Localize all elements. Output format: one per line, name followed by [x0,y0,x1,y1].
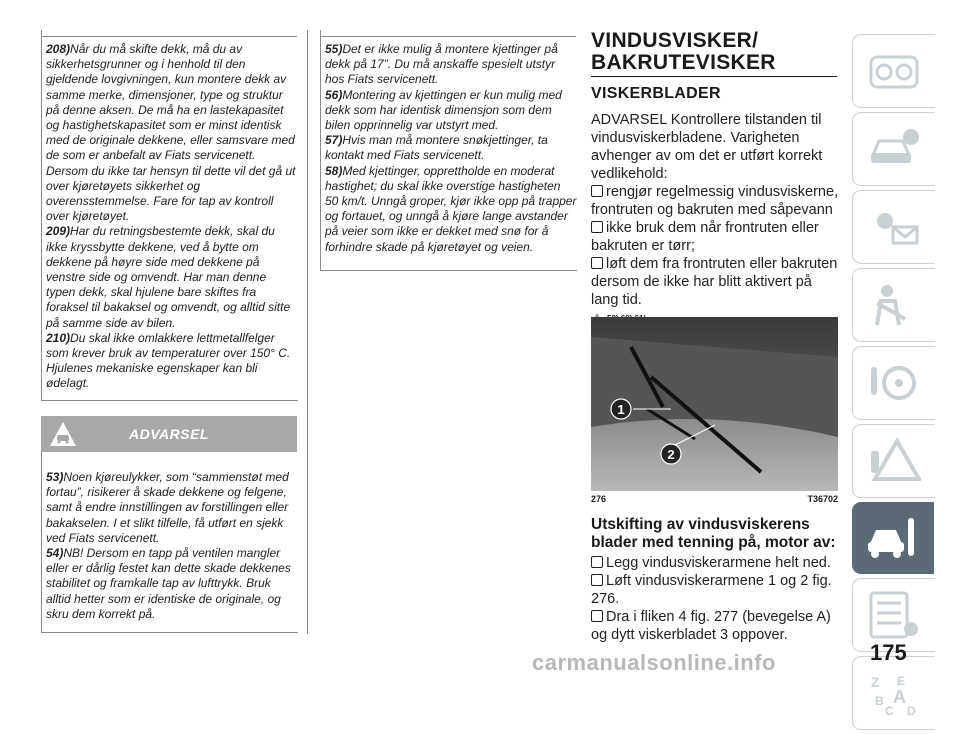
windshield-wiper-photo [591,317,838,491]
section-title-line2: BAKRUTEVISKER [591,51,776,74]
note-54: 54)NB! Dersom en tapp på ventilen mangler eller er dårlig festet kan dette skade dekkenes stabilitet og framkalle tap av lufttrykk. Bruk alltid hetter som er identiske de originale, og skru dem korrekt på. [46,546,291,621]
safety-airbag-icon [867,281,921,329]
note-208: 208)Når du må skifte dekk, må du av sikkerhetsgrunner og i henhold til den gjeldende lovgivningen, kun montere dekk av samme merke, dimensjoner, type og struktur på denne aksen. De må ha en lastekapasitet og hastighetskapasitet som er minst identisk med de originale dekkene, eller samsvare med de som er anbefalt av Fiats servicenett. Dersom du ikke tar hensyn til dette vil det gå ut over kjøretøyets sikkerhet og overensstemmelse. Fare for tap av kontroll over kjøretøyet. [46,42,296,224]
figure-label-2: 2 [667,447,675,462]
tab-maintenance[interactable] [852,502,934,574]
svg-text:B: B [875,694,884,708]
page-number: 175 [870,640,907,665]
bullet-item: ikke bruk dem når frontruten eller bakruten er tørr; [591,220,819,254]
step-item: Dra i fliken 4 fig. 277 (bevegelse A) og dytt viskerbladet 3 oppover. [591,609,831,643]
car-info-icon [867,125,921,173]
svg-text:A: A [893,687,906,707]
checkbox-bullet-icon [591,610,603,622]
bullet-item: løft dem fra frontruten eller bakruten dersom de ikke har blitt aktivert på lang tid. [591,256,838,308]
tab-dashboard[interactable] [852,34,935,108]
svg-text:Z: Z [871,674,880,690]
checkbox-bullet-icon [591,185,603,197]
tab-index[interactable] [852,656,935,730]
chapter-tabs [852,34,934,734]
step-item: Legg vindusviskerarmene helt ned. [591,554,839,572]
index-abc-icon [867,669,921,717]
tab-car-info[interactable] [852,112,935,186]
steering-key-icon [867,359,921,407]
checkbox-bullet-icon [591,574,603,586]
section-subtitle: VISKERBLADER [591,85,721,102]
figure-label-1: 1 [617,402,625,417]
note-55: 55)Det er ikke mulig å montere kjettinger på dekk på 17”. Du må anskaffe spesielt utstyr hos Fiats servicenett. [325,42,558,87]
tab-starting-driving[interactable] [852,346,935,420]
note-210: 210)Du skal ikke omlakkere lettmetallfelger som krever bruk av temperaturer over 150° C. Hjulenes mekaniske egenskaper kan bli ødelagt. [46,330,291,391]
checkbox-bullet-icon [591,221,603,233]
figure-number: 276 [591,494,607,504]
warning-lights-icon [867,203,921,251]
intro-paragraph: ADVARSEL Kontrollere tilstanden til vindusviskerbladene. Varigheten avhenger av om det er utført korrekt vedlikehold: [591,112,823,182]
bullet-item: rengjør regelmessig vindusviskerne, frontruten og bakruten med såpevann [591,184,839,218]
svg-text:C: C [885,704,894,717]
advarsel-header [41,416,297,452]
note-53: 53)Noen kjøreulykker, som “sammenstøt med fortau”, risikerer å skade dekkene og felgene, samt å endre innstillingen av forstillingen eller bakakselen. I et slikt tilfelle, få utført en sjekk ved Fiats servicenett. [46,470,289,545]
wiper-intro [591,111,839,309]
replacement-heading: Utskifting av vindusviskerens blader med tenning på, motor av: [591,516,836,551]
dashboard-icon [867,47,921,95]
watermark: carmanualsonline.info [532,650,776,675]
column-divider [307,30,308,634]
step-item: Løft vindusviskerarmene 1 og 2 fig. 276. [591,573,832,607]
car-maintenance-icon [866,514,920,562]
section-title-line1: VINDUSVISKER/ [591,29,759,52]
technical-data-icon [867,591,921,639]
svg-text:D: D [907,704,916,717]
tab-warning-lights[interactable] [852,190,935,264]
note-58: 58)Med kjettinger, opprettholde en moderat hastighet; du skal ikke overstige hastigheten 50 km/t. Unngå groper, kjør ikke opp på trapper og fortauet, og unngå å kjøre lange avstander på veier som ikke er dekket med snø for å forhindre skade på kjøretøyet og veien. [325,163,577,254]
title-rule [591,76,837,77]
svg-text:E: E [897,674,906,688]
blade-replacement [591,516,839,644]
note-209: 209)Har du retningsbestemte dekk, skal du ikke kryssbytte dekkene, ved å bytte om dekkene på høyre side med dekkene på venstre side og omvendt. Har man denne typen dekk, skal hjulene bare skiftes fra foraksel til bakaksel og omvendt, og alltid sitte på samme side av bilen. [46,224,291,330]
wiper-figure [591,317,838,491]
figure-caption [591,494,838,504]
wiper-section [591,30,839,329]
checkbox-bullet-icon [591,556,603,568]
advarsel-notes [46,470,298,622]
note-57: 57)Hvis man må montere snøkjettinger, ta kontakt med Fiats servicenett. [325,133,548,163]
tab-safety[interactable] [852,268,935,342]
chain-notes-column [325,42,577,255]
advarsel-title: ADVARSEL [129,426,209,442]
tab-emergency[interactable] [852,424,935,498]
emergency-triangle-icon [867,437,921,485]
figure-code: T36702 [807,494,838,504]
replacement-steps [591,554,839,644]
note-56: 56)Montering av kjettingen er kun mulig med dekk som har identisk dimensjon som dem bilen opprinnelig var utstyrt med. [325,87,562,133]
tyre-notes-column [46,42,298,392]
checkbox-bullet-icon [591,257,603,269]
